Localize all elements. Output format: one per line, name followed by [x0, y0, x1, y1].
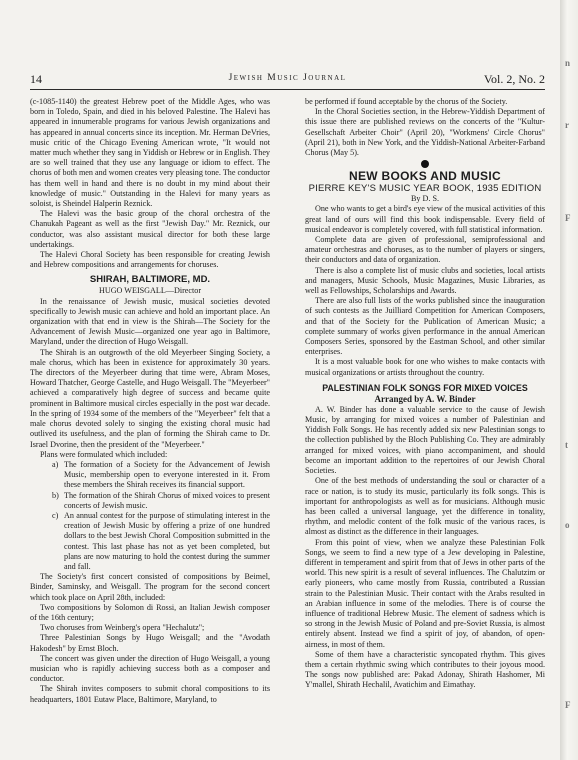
paragraph: (c-1085-1140) the greatest Hebrew poet of the Middle Ages, who was born in Toledo, Spain, and died in his beloved Palestine. The Halevi has appeared in innumerable programs for various Jewish organizations and has appeared in annual concerts since its inception. Mr. Herman DeVries, music critic of the Chicago Evening American wrote, "It would not matter much whether they sang in Yiddish or Hebrew or in English. They are so well trained that they use any language or idiom to effect. The chorus of both men and women creates very pleasing tone. The conductor has them well in hand and there is no doubt in my mind about their knowledge of music." Outstanding in the Halevi for many years as soloist, is Sheindel Halperin Reznick. [30, 97, 270, 209]
paragraph: One of the best methods of understanding the soul or character of a race or nation, is to study its music, particularly its folk songs. This is important for anthropologists as well as for musicians. Although music has been called a universal language, yet the difference in tonality, rhythm, and melodic content of the folk music of the various races, is almost as distinct as the difference in their languages. [305, 476, 545, 537]
paragraph: It is a most valuable book for one who wishes to make contacts with musical organizations or artists throughout the country. [305, 357, 545, 377]
paragraph: Plans were formulated which included: [40, 449, 168, 459]
paragraph: There is also a complete list of music clubs and societies, local artists and managers, Music Schools, Music Magazines, Music Libraries, as well as Fellowships, Scholarships and Awards. [305, 265, 545, 296]
edge-letter: r [565, 120, 569, 130]
paragraph: In the renaissance of Jewish music, musical societies devoted specifically to Jewish music can achieve and hold an important place. An organization with that end in view is the Shirah—The Society for the Advancement of Jewish Music—organized one year ago in Baltimore, Maryland, under the direction of Hugo Weisgall. [30, 296, 270, 347]
book-title-heading: PIERRE KEY'S MUSIC YEAR BOOK, 1935 EDITION [308, 183, 542, 195]
paragraph: be performed if found acceptable by the chorus of the Society. [305, 97, 508, 106]
volume-number: Vol. 2, No. 2 [483, 72, 545, 86]
list-item [52, 491, 270, 511]
list-marker: c) [52, 510, 59, 520]
paragraph: In the Choral Societies section, in the Hebrew-Yiddish Department of this issue there are published reviews on the concerts of the "Kultur-Gesellschaft Arbeiter Choir" (April 20), "Workmens' Circle Chorus" (April 21), both in New York, and the Yiddish-National Arbeiter-Farband Chorus (May 5). [305, 107, 545, 158]
paragraph: The Halevi Choral Society has been responsible for creating Jewish and Hebrew compositions and arrangements for choruses. [30, 250, 270, 270]
section-heading-shirah: SHIRAH, BALTIMORE, MD. [89, 274, 211, 286]
page-number: 14 [30, 72, 42, 86]
section-divider-dot [421, 160, 429, 168]
list-item [52, 460, 270, 491]
list-item-text: The formation of the Shirah Chorus of mixed voices to present concerts of Jewish music. [64, 490, 270, 510]
paragraph: The Shirah invites composers to submit choral compositions to its headquarters, 1801 Eutaw Place, Baltimore, Maryland, to [30, 684, 270, 704]
edge-letter: t [565, 440, 568, 450]
paragraph: The Shirah is an outgrowth of the old Meyerbeer Singing Society, a male chorus, which has been in existence for approximately 30 years. The directors of the Meyerbeer during that time were, Abram Moses, Howard Thatcher, George Castelle, and Hugo Weisgall. The "Meyerbeer" achieved a comparatively high degree of success and became quite prominent in Baltimore musical circles especially in the post war decade. In the spring of 1934 some of the members of the "Meyerbeer" felt that a male chorus devoted solely to singing the existing choral music had outlived its usefulness, and the plan of forming the Shirah came to Dr. Israel Dvorine, then the president of the "Meyerbeer." [30, 347, 270, 449]
section-subheading-director: HUGO WEISGALL—Director [98, 286, 202, 296]
section-heading-folk-songs: PALESTINIAN FOLK SONGS FOR MIXED VOICES [322, 382, 528, 393]
paragraph: Two compositions by Solomon di Rossi, an Italian Jewish composer of the 16th century; [30, 602, 270, 622]
list-marker: a) [52, 459, 59, 469]
list-item-text: An annual contest for the purpose of stimulating interest in the creation of Jewish Music by offering a prize of one hundred dollars to the best Jewish Choral Composition submitted in the contest. This last phase has not as yet been completed, but plans are now maturing to hold the contest during the summer and fall. [64, 510, 270, 571]
edge-letter: o [565, 520, 570, 530]
edge-letter: F [565, 700, 571, 710]
section-heading-new-books: NEW BOOKS AND MUSIC [349, 169, 501, 184]
header-rule [30, 89, 545, 90]
paragraph: The concert was given under the direction of Hugo Weisgall, a young musician who is rapidly achieving success both as a composer and conductor. [30, 653, 270, 684]
list-item-text: The formation of a Society for the Advancement of Jewish Music, membership open to everyone interested in it. From these members the Shirah receives its financial support. [64, 459, 270, 490]
paragraph: The Halevi was the basic group of the choral orchestra of the Chanukah Pageant as well as the first "Jewish Day." Mr. Reznick, our conductor, was also assistant musical director for both these large undertakings. [30, 209, 270, 249]
running-header [30, 72, 545, 86]
left-column [30, 97, 270, 705]
paragraph: Some of them have a characteristic syncopated rhythm. This gives them a certain rhythmic swing which contributes to their joyous mood. The songs now published are: Pakad Adonay, Shirath Hashomer, Mi Y'mallel, Shirath Hechalil, Avatichim and Eimathay. [305, 649, 545, 690]
edge-letter: n [565, 58, 571, 68]
paragraph: One who wants to get a bird's eye view of the musical activities of this great land of ours will find this book indispensable. Every field of musical endeavor is completely covered, with full statistical information. [305, 204, 545, 234]
facing-page-edge [560, 0, 578, 760]
paragraph: There are also full lists of the works published since the inauguration of such contests as the Juilliard Competition for American Composers, and that of the Society for the Publication of American Music; a complete summary of works given performance in the annual American Composers Series, sponsored by the Eastman School, and other similar enterprises. [305, 296, 545, 357]
right-column [305, 97, 545, 691]
plans-list [52, 460, 270, 572]
paragraph: The Society's first concert consisted of compositions by Beimel, Binder, Saminsky, and Weisgall. The program for the second concert which took place on April 28th, included: [30, 572, 270, 602]
paragraph: Complete data are given of professional, semiprofessional and amateur orchestras and choruses, as to the number of players or singers, their conductors and data of organization. [305, 235, 545, 265]
list-item [52, 511, 270, 572]
list-marker: b) [52, 490, 59, 500]
paragraph: Two choruses from Weinberg's opera "Hechalutz"; [40, 623, 205, 633]
paragraph: From this point of view, when we analyze these Palestinian Folk Songs, we seem to find a new type of a Jew developing in Palestine, different in temperament and spirit from that of Jews in other parts of the world. This new spirit is a result of several influences. The Chalutzim or early pioneers, who came mostly from Russia, contributed a Russian strain to the Palestinian Music. Their contact with the Arabs resulted in an Arabian influence in some of the melodies. There is of course the influence of traditional Hebrew Music. The element of sadness which is so strong in the Jewish Music of Poland and pre-Soviet Russia, is almost entirely absent. Instead we find a spirit of joy, of abandon, of open-airness, in most of them. [305, 537, 545, 649]
paragraph: Three Palestinian Songs by Hugo Weisgall; and the "Avodath Hakodesh" by Ernst Bloch. [30, 633, 270, 653]
journal-title: Jewish Music Journal [228, 73, 347, 83]
edge-letter: F [565, 213, 571, 223]
paragraph: A. W. Binder has done a valuable service to the cause of Jewish Music, by arranging for mixed voices a number of Palestinian and Yiddish Folk Songs. He has recently added six new Palestinian songs to the collection published by the Bloch Publishing Co. They are admirably arranged for mixed voices, with piano accompaniment, and should become an important addition to the repertoires of our Jewish Choral Societies. [305, 404, 545, 476]
byline: Arranged by A. W. Binder [374, 393, 476, 404]
byline: By D. S. [411, 194, 439, 204]
